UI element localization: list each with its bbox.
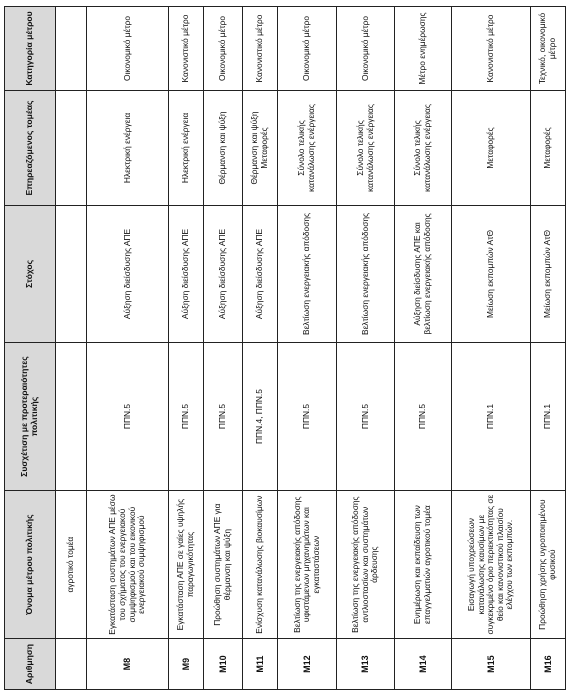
cell-id: M10 bbox=[204, 639, 243, 690]
cell-relation: ΠΠΝ.5 bbox=[169, 342, 204, 490]
cell-name: Εγκατάσταση συστημάτων ΑΠΕ μέσω του σχήματος του ενεργειακού συμψηφισμού και του εικονικού ενεργειακού συμψηφισμού bbox=[87, 491, 169, 639]
policy-measures-table bbox=[4, 6, 566, 690]
cell-name: Ενημέρωση και εκπαίδευση των επαγγελματιών αγροτικού τομέα bbox=[395, 491, 452, 639]
cell-sector: Μεταφορές bbox=[452, 91, 531, 206]
table-row bbox=[531, 7, 566, 690]
cell-id: M14 bbox=[395, 639, 452, 690]
cell-category: Οικονομικό μέτρο bbox=[87, 7, 169, 91]
cell-relation: ΠΠΝ.5 bbox=[278, 342, 337, 490]
cell-relation: ΠΠΝ.1 bbox=[452, 342, 531, 490]
cell-name: Βελτίωση της ενεργειακής απόδοσης αντλιοστασίων και συστημάτων άρδευσης bbox=[337, 491, 395, 639]
cell-relation: ΠΠΝ.5 bbox=[204, 342, 243, 490]
cell-category: Κανονιστικό μέτρο bbox=[169, 7, 204, 91]
cell-name: Προώθηση χρήσης υγροποιημένου φυσικού bbox=[531, 491, 566, 639]
table-row bbox=[204, 7, 243, 690]
cell-id: M9 bbox=[169, 639, 204, 690]
cell-target: Αύξηση διείσδυσης ΑΠΕ bbox=[243, 205, 278, 342]
cell-target: Αύξηση διείσδυσης ΑΠΕ bbox=[87, 205, 169, 342]
cell-sector: Σύνολο τελικής κατανάλωσης ενέργειας bbox=[395, 91, 452, 206]
cell-category: Τεχνικό, οικονομικό μέτρο bbox=[531, 7, 566, 91]
cell-id: M13 bbox=[337, 639, 395, 690]
header-id: Αριθμηση bbox=[5, 639, 56, 690]
cell-id: M16 bbox=[531, 639, 566, 690]
cell-category: Οικονομικό μέτρο bbox=[204, 7, 243, 91]
continuation-text: αγροτικό τομέα bbox=[56, 491, 87, 639]
cell-target: Μείωση εκπομπών ΑτΘ bbox=[452, 205, 531, 342]
table-row bbox=[452, 7, 531, 690]
cell-target: Αύξηση διείσδυσης ΑΠΕ bbox=[204, 205, 243, 342]
cell-sector: Ηλεκτρική ενέργεια bbox=[87, 91, 169, 206]
cell-name: Εισαγωγή υποχρεώσεων κατανάλωσης καυσίμων με συγκεκριμένο όριο περιεκτικότητας σε θείο και κανονιστικού πλαισίου ελέγχου των εκπομπών. bbox=[452, 491, 531, 639]
cell-category: Οικονομικό μέτρο bbox=[337, 7, 395, 91]
cell-relation: ΠΠΝ.1 bbox=[531, 342, 566, 490]
cell-category: Κανονιστικό μέτρο bbox=[452, 7, 531, 91]
cell-target: Βελτίωση ενεργειακής απόδοσης bbox=[337, 205, 395, 342]
table-row bbox=[87, 7, 169, 690]
cell-id: M15 bbox=[452, 639, 531, 690]
cell-sector: Σύνολο τελικής κατανάλωσης ενέργειας bbox=[337, 91, 395, 206]
header-sector: Επηρεαζόμενος τομέας bbox=[5, 91, 56, 206]
cell-id: M11 bbox=[243, 639, 278, 690]
cell-id: M8 bbox=[87, 639, 169, 690]
table-row bbox=[395, 7, 452, 690]
cell-category: Οικονομικό μέτρο bbox=[278, 7, 337, 91]
cell-target: Μείωση εκπομπών ΑτΘ bbox=[531, 205, 566, 342]
table-row bbox=[169, 7, 204, 690]
table-row bbox=[337, 7, 395, 690]
header-row bbox=[5, 7, 56, 690]
cell-id: M12 bbox=[278, 639, 337, 690]
cell-sector: Μεταφορές bbox=[531, 91, 566, 206]
cell-target: Βελτίωση ενεργειακής απόδοσης bbox=[278, 205, 337, 342]
cell-relation: ΠΠΝ.5 bbox=[395, 342, 452, 490]
cell-relation: ΠΠΝ.5 bbox=[337, 342, 395, 490]
cell-category: Μέτρο ενημέρωσης bbox=[395, 7, 452, 91]
cell-relation: ΠΠΝ.5 bbox=[87, 342, 169, 490]
cell-target: Αύξηση διείσδυσης ΑΠΕ και βελτίωση ενεργειακής απόδοσης bbox=[395, 205, 452, 342]
cell-name: Βελτίωση της ενεργειακής απόδοσης υφιστάμενων μηχανημάτων και εγκαταστάσεων bbox=[278, 491, 337, 639]
table-row bbox=[278, 7, 337, 690]
header-relation: Συσχέτιση με προτεραιότητες πολιτικής bbox=[5, 342, 56, 490]
cell-sector: Θέρμανση και ψύξη bbox=[204, 91, 243, 206]
cell-sector: Ηλεκτρική ενέργεια bbox=[169, 91, 204, 206]
cell-category: Κανονιστικό μέτρο bbox=[243, 7, 278, 91]
cell-name: Προώθηση συστημάτων ΑΠΕ για θέρμανση και ψύξη bbox=[204, 491, 243, 639]
cell-name: Ενίσχυση κατανάλωσης βιοκαυσίμων bbox=[243, 491, 278, 639]
header-category: Κατηγορία μέτρου bbox=[5, 7, 56, 91]
table-row-continuation bbox=[56, 7, 87, 690]
cell-sector: Σύνολο τελικής κατανάλωσης ενέργειας bbox=[278, 91, 337, 206]
cell-relation: ΠΠΝ.4, ΠΠΝ.5 bbox=[243, 342, 278, 490]
cell-name: Εγκατάσταση ΑΠΕ σε γαίες υψηλής παραγωγικότητας bbox=[169, 491, 204, 639]
header-name: Όνομα μέτρου πολιτικής bbox=[5, 491, 56, 639]
header-target: Στόχος bbox=[5, 205, 56, 342]
table-row bbox=[243, 7, 278, 690]
cell-sector: Θέρμανση και ψύξη Μεταφορές bbox=[243, 91, 278, 206]
cell-target: Αύξηση διείσδυσης ΑΠΕ bbox=[169, 205, 204, 342]
